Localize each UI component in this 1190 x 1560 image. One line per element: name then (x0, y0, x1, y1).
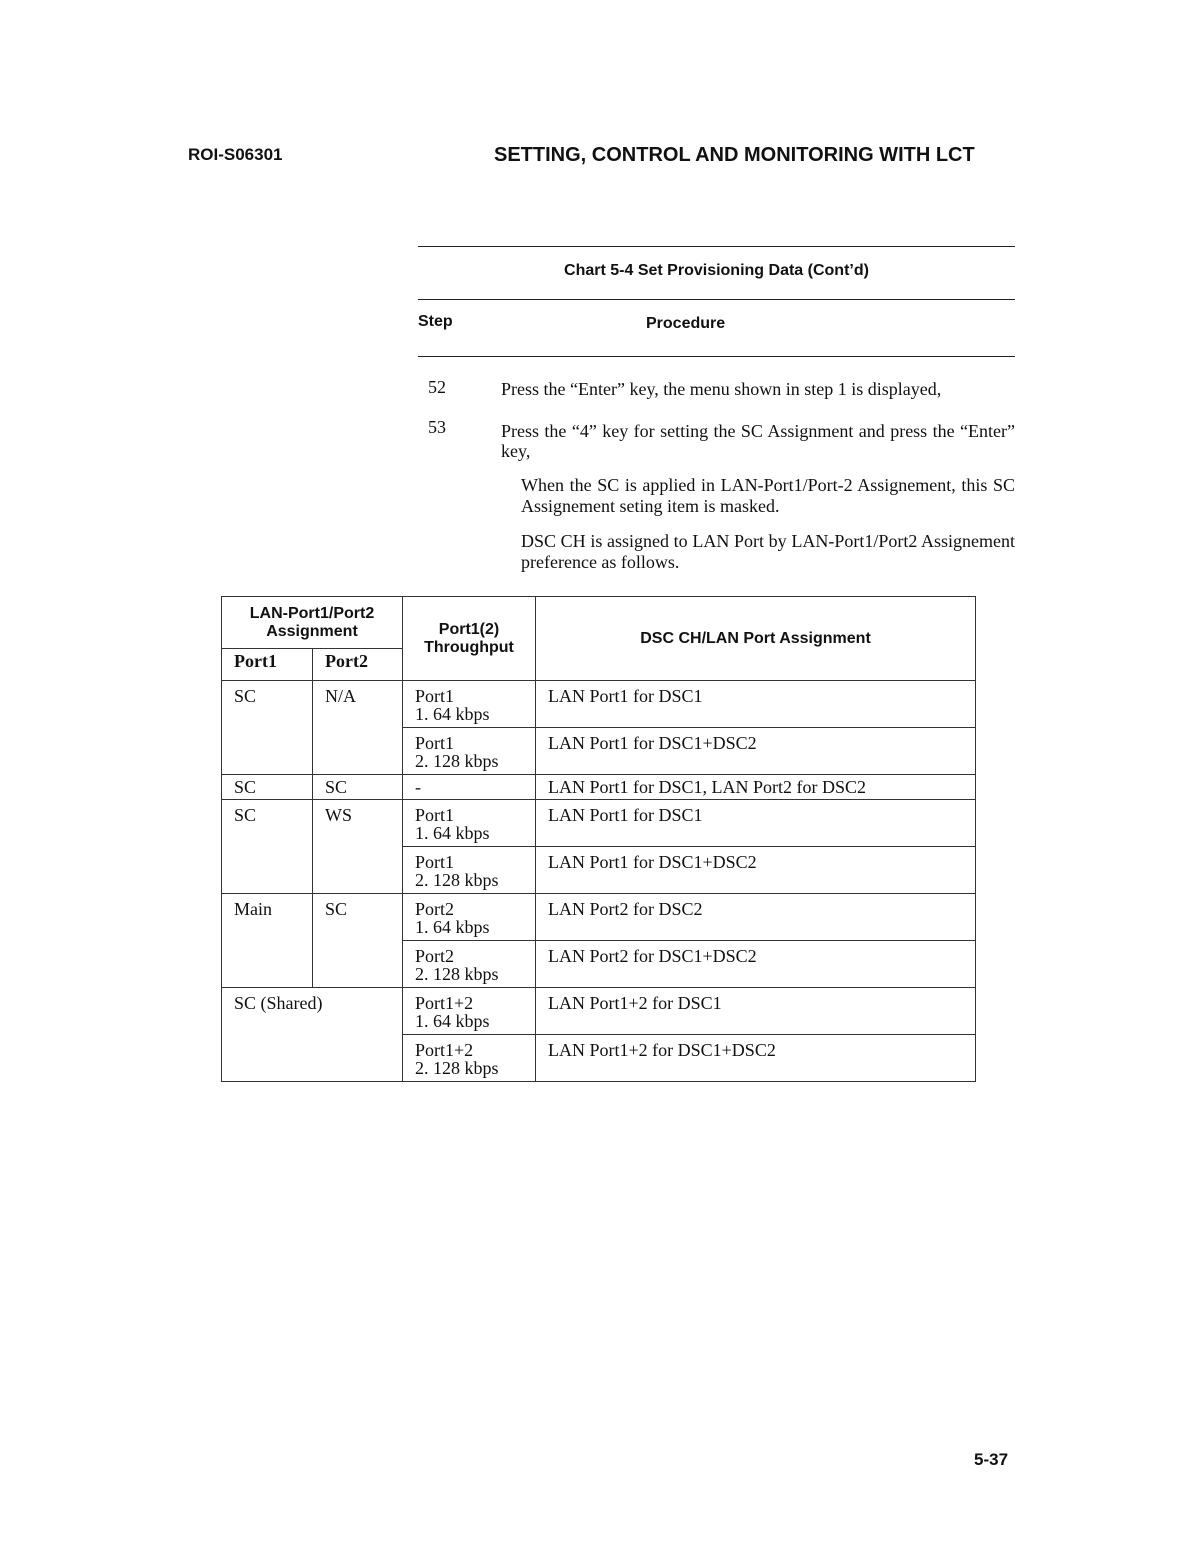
header-throughput: Port1(2) Throughput (403, 597, 536, 681)
column-header-procedure: Procedure (646, 315, 726, 332)
table-row (222, 681, 976, 728)
cell-dsc-assignment: LAN Port1 for DSC1+DSC2 (548, 733, 757, 753)
chart-title: Chart 5-4 Set Provisioning Data (Cont’d) (564, 262, 869, 279)
cell-port1: Main (234, 899, 272, 919)
cell-throughput-rate: 1. 64 kbps (415, 917, 490, 937)
step-number: 53 (428, 417, 446, 437)
page-title: SETTING, CONTROL AND MONITORING WITH LCT (494, 144, 975, 166)
cell-shared-assignment: SC (Shared) (234, 993, 323, 1013)
rule-mid (418, 299, 1015, 300)
header-dsc-assignment: DSC CH/LAN Port Assignment (536, 597, 976, 681)
cell-throughput-port: Port1 (415, 686, 455, 706)
cell-port2: SC (325, 777, 348, 797)
cell-throughput-port: Port1 (415, 852, 455, 872)
cell-throughput-rate: 2. 128 kbps (415, 751, 499, 771)
cell-port1: SC (234, 777, 257, 797)
cell-throughput-rate: 2. 128 kbps (415, 964, 499, 984)
rule-top (418, 246, 1015, 247)
cell-throughput-port: Port2 (415, 899, 455, 919)
cell-port1: SC (234, 805, 257, 825)
cell-throughput-port: - (415, 777, 421, 797)
column-header-step: Step (418, 313, 453, 330)
cell-throughput-port: Port2 (415, 946, 455, 966)
cell-dsc-assignment: LAN Port2 for DSC2 (548, 899, 703, 919)
cell-dsc-assignment: LAN Port1 for DSC1+DSC2 (548, 852, 757, 872)
header-port1: Port1 (222, 649, 313, 681)
cell-throughput-port: Port1+2 (415, 1040, 474, 1060)
cell-dsc-assignment: LAN Port1 for DSC1 (548, 805, 703, 825)
cell-throughput-rate: 2. 128 kbps (415, 870, 499, 890)
table-row (222, 800, 976, 847)
cell-dsc-assignment: LAN Port1+2 for DSC1 (548, 993, 722, 1013)
step-number: 52 (428, 377, 446, 397)
cell-throughput-rate: 1. 64 kbps (415, 1011, 490, 1031)
cell-throughput-port: Port1+2 (415, 993, 474, 1013)
cell-dsc-assignment: LAN Port1 for DSC1, LAN Port2 for DSC2 (548, 777, 867, 797)
rule-bottom (418, 356, 1015, 357)
step-text: Press the “Enter” key, the menu shown in step 1 is displayed, (501, 379, 942, 399)
cell-throughput-port: Port1 (415, 805, 455, 825)
cell-port1: SC (234, 686, 257, 706)
step-text: Press the “4” key for setting the SC Assignment and press the “Enter” key, (501, 421, 1015, 461)
cell-throughput-rate: 2. 128 kbps (415, 1058, 499, 1078)
table-row (222, 894, 976, 941)
cell-dsc-assignment: LAN Port2 for DSC1+DSC2 (548, 946, 757, 966)
assignment-table (221, 596, 976, 1082)
cell-throughput-rate: 1. 64 kbps (415, 704, 490, 724)
cell-port2: WS (325, 805, 352, 825)
step-note: When the SC is applied in LAN-Port1/Port-2 Assignement, this SC Assignement seting item is masked. (521, 475, 1015, 516)
header-port2: Port2 (313, 649, 403, 681)
page-number: 5-37 (974, 1450, 1009, 1469)
document-id: ROI-S06301 (188, 145, 283, 164)
cell-dsc-assignment: LAN Port1 for DSC1 (548, 686, 703, 706)
table-row (222, 775, 976, 800)
cell-throughput-rate: 1. 64 kbps (415, 823, 490, 843)
header-assignment: LAN-Port1/Port2 Assignment (222, 597, 403, 649)
cell-port2: SC (325, 899, 348, 919)
cell-port2: N/A (325, 686, 356, 706)
cell-throughput-port: Port1 (415, 733, 455, 753)
table-row (222, 988, 976, 1035)
cell-dsc-assignment: LAN Port1+2 for DSC1+DSC2 (548, 1040, 776, 1060)
table-header-row (222, 597, 976, 649)
step-note: DSC CH is assigned to LAN Port by LAN-Port1/Port2 Assignement preference as follows. (521, 531, 1015, 572)
